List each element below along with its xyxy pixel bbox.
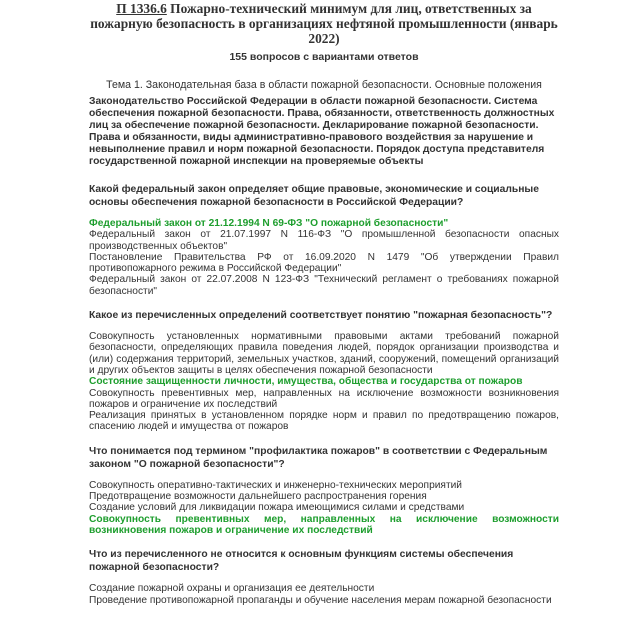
answer-option: Создание условий для ликвидации пожара имеющимися силами и средствами [89, 502, 465, 514]
answer-option: Проведение противопожарной пропаганды и обучение населения мерам пожарной безопасности [89, 594, 552, 606]
answer-option: Федеральный закон от 22.07.2008 N 123-ФЗ "Технический регламент о требованиях пожарной безопасности" [89, 274, 559, 297]
document-page [89, 0, 559, 640]
answer-option: Совокупность оперативно-тактических и инженерно-технических мероприятий [89, 479, 462, 491]
question-text: Что из перечисленного не относится к основным функциям системы обеспечения пожарной безопасности? [89, 549, 514, 574]
question-text: Какое из перечисленных определений соответствует понятию "пожарная безопасность"? [89, 310, 553, 322]
questions-count: 155 вопросов с вариантами ответов [229, 51, 419, 63]
document-title-text: Пожарно-технический минимум для лиц, ответственных за пожарную безопасность в организациях нефтяной промышленности (январь 2022) [90, 1, 558, 46]
answer-option: Создание пожарной охраны и организация ее деятельности [89, 583, 375, 595]
question-text: Что понимается под термином "профилактика пожаров" в соответствии с Федеральным законом "О пожарной безопасности"? [89, 445, 548, 470]
answer-option: Постановление Правительства РФ от 16.09.2020 N 1479 "Об утверждении Правил противопожарного режима в Российской Федерации" [89, 251, 559, 275]
questions-list [89, 183, 559, 606]
question-block [89, 548, 559, 606]
answer-list [89, 480, 559, 536]
answer-option: Реализация принятых в установленном порядке норм и правил по предотвращению пожаров, спасению людей и имущества от пожаров [89, 410, 559, 433]
answer-list [89, 331, 559, 433]
answer-option: Федеральный закон от 21.07.1997 N 116-ФЗ "О промышленной безопасности опасных производственных объектов" [89, 229, 559, 252]
question-text: Какой федеральный закон определяет общие правовые, экономические и социальные основы обеспечения пожарной безопасности в Российской Федерации? [89, 184, 539, 208]
topic-title: Тема 1. Законодательная база в области пожарной безопасности. Основные положения [106, 79, 542, 91]
document-code-link[interactable]: П 1336.6 [116, 1, 167, 16]
question-block [89, 309, 559, 433]
answer-option-correct: Состояние защищенности личности, имущества, общества и государства от пожаров [89, 376, 523, 388]
answer-option-correct: Федеральный закон от 21.12.1994 N 69-ФЗ "О пожарной безопасности" [89, 218, 449, 229]
answer-option: Совокупность установленных нормативными правовыми актами требований пожарной безопасности, определяющих правила поведения людей, порядок организации производства и (или) содержания территорий, земельных участков, зданий, сооружений, помещений организаций и других объектов защиты в целях обеспечения пожарной безопасности [89, 331, 559, 376]
question-block [89, 445, 559, 536]
answer-option-correct: Совокупность превентивных мер, направленных на исключение возможности возникновения пожаров и ограничение их последствий [89, 513, 559, 536]
answer-option: Совокупность превентивных мер, направленных на исключение возможности возникновения пожаров и ограничение их последствий [89, 387, 559, 410]
document-title [89, 1, 559, 46]
topic-description: Законодательство Российской Федерации в области пожарной безопасности. Система обеспечения пожарной безопасности. Права, обязанности, ответственность должностных лиц за обеспечение пожарной безопасности. Декларирование пожарной безопасности. Права и обязанности, виды административно-правового воздействия за нарушение и невыполнение правил и норм пожарной безопасности. Порядок доступа представителя государственной пожарной инспекции на проверяемые объекты [89, 96, 555, 167]
answer-list [89, 218, 559, 297]
answer-list [89, 583, 559, 606]
question-block [89, 183, 559, 297]
answer-option: Предотвращение возможности дальнейшего распространения горения [89, 491, 427, 503]
